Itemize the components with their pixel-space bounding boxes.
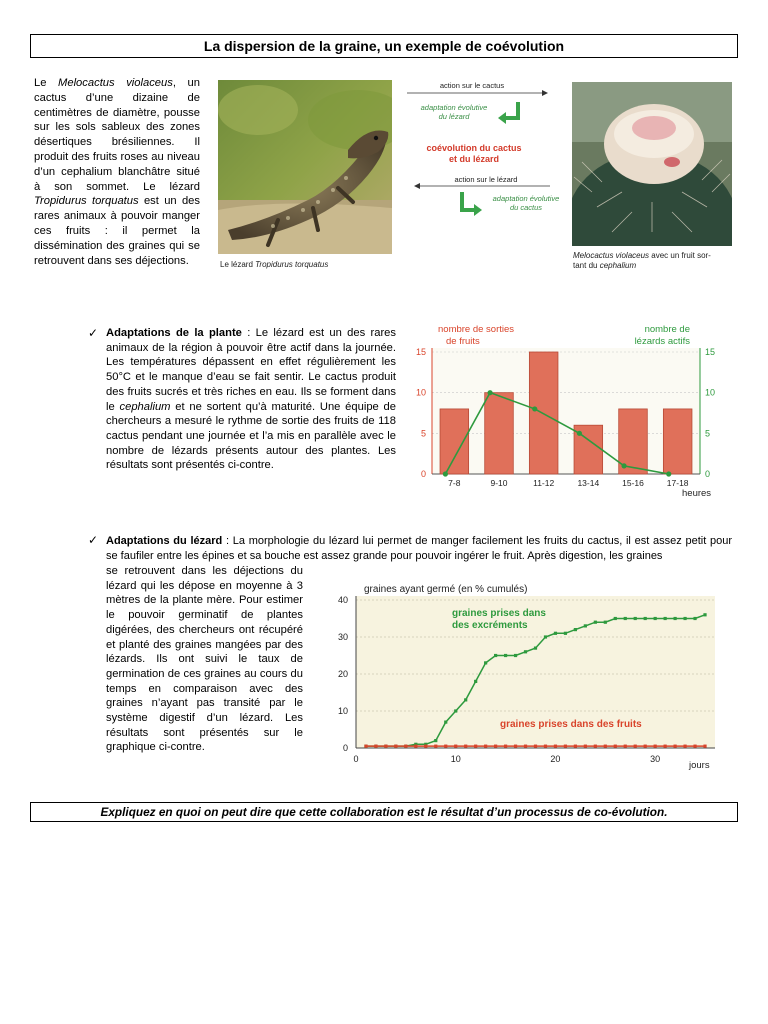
chart2-excrement-point <box>454 709 457 712</box>
chart1-lizard-point <box>532 406 537 411</box>
diagram-top-adapt-2: du lézard <box>438 112 470 121</box>
chart2-excrement-point <box>634 617 637 620</box>
diagram-center-1: coévolution du cactus <box>426 143 522 153</box>
chart1-x-tick-label: 17-18 <box>666 478 689 488</box>
chart1-lizard-point <box>621 463 626 468</box>
chart2-x-label: jours <box>689 760 710 771</box>
chart2-y-label: graines ayant germé (en % cumulés) <box>364 584 528 595</box>
chart1-bar <box>440 409 469 474</box>
chart2-x-tick-label: 20 <box>550 754 561 764</box>
chart2-fruit-point <box>444 745 447 748</box>
bullet2-check-icon: ✓ <box>88 533 99 547</box>
chart2-x-tick-label: 10 <box>450 754 461 764</box>
diagram-bottom-adapt-2: du cactus <box>509 203 543 212</box>
chart1-x-tick-label: 13-14 <box>577 478 600 488</box>
chart2-excrement-point <box>564 632 567 635</box>
chart2-series1-label-2: des excréments <box>452 620 528 631</box>
bullet1-check-icon: ✓ <box>88 326 99 340</box>
diagram-green-arrow-top <box>506 102 518 118</box>
chart1-x-tick-label: 7-8 <box>448 478 461 488</box>
chart1-bar <box>663 409 692 474</box>
chart2-fruit-point <box>414 745 417 748</box>
chart2-fruit-point <box>703 745 706 748</box>
chart1-left-tick-label: 15 <box>415 347 426 357</box>
germination-chart <box>330 578 735 778</box>
chart1-lizard-point <box>666 471 671 476</box>
chart2-fruit-point <box>683 745 686 748</box>
chart2-excrement-point <box>624 617 627 620</box>
chart2-y-tick-label: 20 <box>337 669 348 679</box>
chart2-y-tick-label: 40 <box>337 595 348 605</box>
diagram-top-adapt-1: adaptation évolutive <box>420 103 488 112</box>
chart1-lizard-point <box>487 390 492 395</box>
chart2-excrement-point <box>504 654 507 657</box>
chart2-fruit-point <box>604 745 607 748</box>
chart2-x-tick-label: 30 <box>650 754 661 764</box>
chart2-excrement-point <box>584 624 587 627</box>
chart2-fruit-point <box>574 745 577 748</box>
chart2-excrement-point <box>434 739 437 742</box>
species-lizard-name: Tropidurus torquatus <box>34 195 139 208</box>
chart2-fruit-point <box>504 745 507 748</box>
chart2-excrement-point <box>674 617 677 620</box>
chart2-excrement-point <box>474 680 477 683</box>
diagram-center-2: et du lézard <box>448 154 500 164</box>
chart2-fruit-point <box>434 745 437 748</box>
chart2-fruit-point <box>534 745 537 748</box>
intro-paragraph: Le Melocactus violaceus, un cactus d’une dizaine de centimètres de diamètre, pousse sur les sols sableux des zones désertiques brésiliennes. Il produit des fruits roses au niveau d’un cephalium blanchâtre situé à son sommet. Le lézard Tropidurus torquatus est un des rares animaux à pouvoir manger ces fruits : il permet la dissémination des graines qui se retrouvent dans ses déjections. <box>34 77 200 267</box>
diagram-green-arrow-bottom <box>462 192 474 210</box>
bullet1-paragraph: Adaptations de la plante : Le lézard est un des rares animaux de la région à pouvoir être actif dans la journée. Les températures dépassent en effet régulièrement les 50°C et le manque d’eau se fait sentir. Le cactus produit des fruits sucrés et très riches en eau. Ils se forment dans le cephalium et ne sortent qu’à maturité. Une équipe de chercheurs a mesuré le rythme de sortie des fruits de 118 cactus pendant une journée et l’a mis en parallèle avec le nombre de lézards présents autour des plantes. Les résultats sont présentés ci-contre. <box>106 327 396 472</box>
chart2-excrement-point <box>534 647 537 650</box>
chart2-excrement-point <box>703 613 706 616</box>
chart2-fruit-point <box>644 745 647 748</box>
chart2-fruit-point <box>374 745 377 748</box>
chart2-y-tick-label: 0 <box>342 743 348 753</box>
chart2-excrement-point <box>574 628 577 631</box>
chart1-x-label: heures <box>682 488 712 499</box>
chart2-excrement-point <box>544 635 547 638</box>
chart2-fruit-point <box>494 745 497 748</box>
chart2-fruit-point <box>584 745 587 748</box>
chart1-right-tick-label: 10 <box>705 387 716 398</box>
chart2-series2-label: graines prises dans des fruits <box>500 719 642 730</box>
chart2-excrement-point <box>524 650 527 653</box>
diagram-top-arrow-label: action sur le cactus <box>439 81 505 90</box>
chart1-right-tick-label: 5 <box>705 428 711 439</box>
chart1-left-label-1: nombre de sorties <box>438 324 515 335</box>
chart2-fruit-point <box>384 745 387 748</box>
chart1-lizard-point <box>443 471 448 476</box>
chart1-left-label-2: de fruits <box>446 336 480 347</box>
chart2-fruit-point <box>404 745 407 748</box>
chart1-x-tick-label: 15-16 <box>622 478 644 488</box>
chart2-fruit-point <box>424 745 427 748</box>
lizard-photo-caption: Le lézard Tropidurus torquatus <box>220 260 329 269</box>
chart2-fruit-point <box>474 745 477 748</box>
chart2-fruit-point <box>664 745 667 748</box>
chart2-fruit-point <box>454 745 457 748</box>
chart2-excrement-point <box>683 617 686 620</box>
chart2-excrement-point <box>514 654 517 657</box>
chart2-fruit-point <box>594 745 597 748</box>
chart2-excrement-point <box>594 621 597 624</box>
chart2-excrement-point <box>664 617 667 620</box>
chart2-excrement-point <box>654 617 657 620</box>
chart2-series1-label-1: graines prises dans <box>452 608 546 619</box>
chart1-plot-area <box>432 348 700 474</box>
bullet2-paragraph-full: Adaptations du lézard : La morphologie du lézard lui permet de manger facilement les fruits du cactus, il est assez petit pour se faufiler entre les épines et sa bouche est assez grande pour pouvoir ingérer le fruit. Après digestion, les graines <box>106 535 732 562</box>
question-box: Expliquez en quoi on peut dire que cette collaboration est le résultat d’un processus de co-évolution. <box>30 802 738 822</box>
species-cactus-name: Melocactus violaceus <box>58 77 173 89</box>
chart2-excrement-point <box>644 617 647 620</box>
chart2-excrement-point <box>494 654 497 657</box>
chart2-fruit-point <box>514 745 517 748</box>
chart2-fruit-point <box>484 745 487 748</box>
chart2-fruit-point <box>544 745 547 748</box>
fruit-lizard-chart <box>400 320 740 500</box>
bullet2-paragraph-side: se retrouvent dans les déjections du lézard qui les dépose en moyenne à 3 mètres de la plante mère. Pour estimer le pouvoir germinatif de plantes digérées, des chercheurs ont récupéré et planté des graines mangées par des lézards. Ils ont suivi le taux de germination de ces graines au cours du temps en comparaison avec des graines n’ayant pas transité par le système digestif d’un lézard. Les résultats sont présentés sur le graphique ci-contre. <box>106 565 303 754</box>
chart2-fruit-point <box>464 745 467 748</box>
cactus-photo-caption: Melocactus violaceus avec un fruit sor- tant du cephalium <box>573 251 711 270</box>
chart1-x-tick-label: 11-12 <box>533 478 555 488</box>
chart2-excrement-point <box>693 617 696 620</box>
chart2-fruit-point <box>654 745 657 748</box>
cactus-photo <box>572 82 732 246</box>
chart2-excrement-point <box>444 721 447 724</box>
chart2-fruit-point <box>614 745 617 748</box>
chart2-fruit-point <box>634 745 637 748</box>
chart2-x-tick-label: 0 <box>353 754 359 764</box>
chart1-lizard-point <box>577 431 582 436</box>
chart2-fruit-point <box>364 745 367 748</box>
chart1-right-label-2: lézards actifs <box>634 336 690 347</box>
chart2-excrement-point <box>484 661 487 664</box>
chart2-fruit-point <box>554 745 557 748</box>
chart2-fruit-point <box>394 745 397 748</box>
chart2-fruit-point <box>564 745 567 748</box>
chart2-fruit-point <box>693 745 696 748</box>
chart2-excrement-point <box>464 698 467 701</box>
chart2-excrement-point <box>604 621 607 624</box>
diagram-bottom-adapt-1: adaptation évolutive <box>492 194 560 203</box>
chart2-y-tick-label: 10 <box>337 706 348 716</box>
chart1-right-tick-label: 0 <box>705 469 711 479</box>
chart2-fruit-point <box>524 745 527 748</box>
bullet2-heading: Adaptations du lézard <box>106 535 223 547</box>
page-title: La dispersion de la graine, un exemple de coévolution <box>30 34 738 58</box>
chart2-excrement-point <box>614 617 617 620</box>
chart1-left-tick-label: 10 <box>415 387 426 398</box>
bullet1-heading: Adaptations de la plante <box>106 327 242 339</box>
chart2-fruit-point <box>624 745 627 748</box>
chart1-left-tick-label: 5 <box>420 428 426 439</box>
chart1-left-tick-label: 0 <box>420 469 426 479</box>
chart2-excrement-point <box>554 632 557 635</box>
lizard-photo <box>218 80 392 254</box>
chart1-x-tick-label: 9-10 <box>490 478 508 488</box>
chart2-y-tick-label: 30 <box>337 632 348 642</box>
chart1-right-label-1: nombre de <box>644 324 690 335</box>
coevolution-diagram <box>402 76 562 246</box>
diagram-bottom-arrow-label: action sur le lézard <box>454 175 518 184</box>
chart2-fruit-point <box>674 745 677 748</box>
chart1-bar <box>485 393 514 474</box>
chart1-right-tick-label: 15 <box>705 347 716 357</box>
